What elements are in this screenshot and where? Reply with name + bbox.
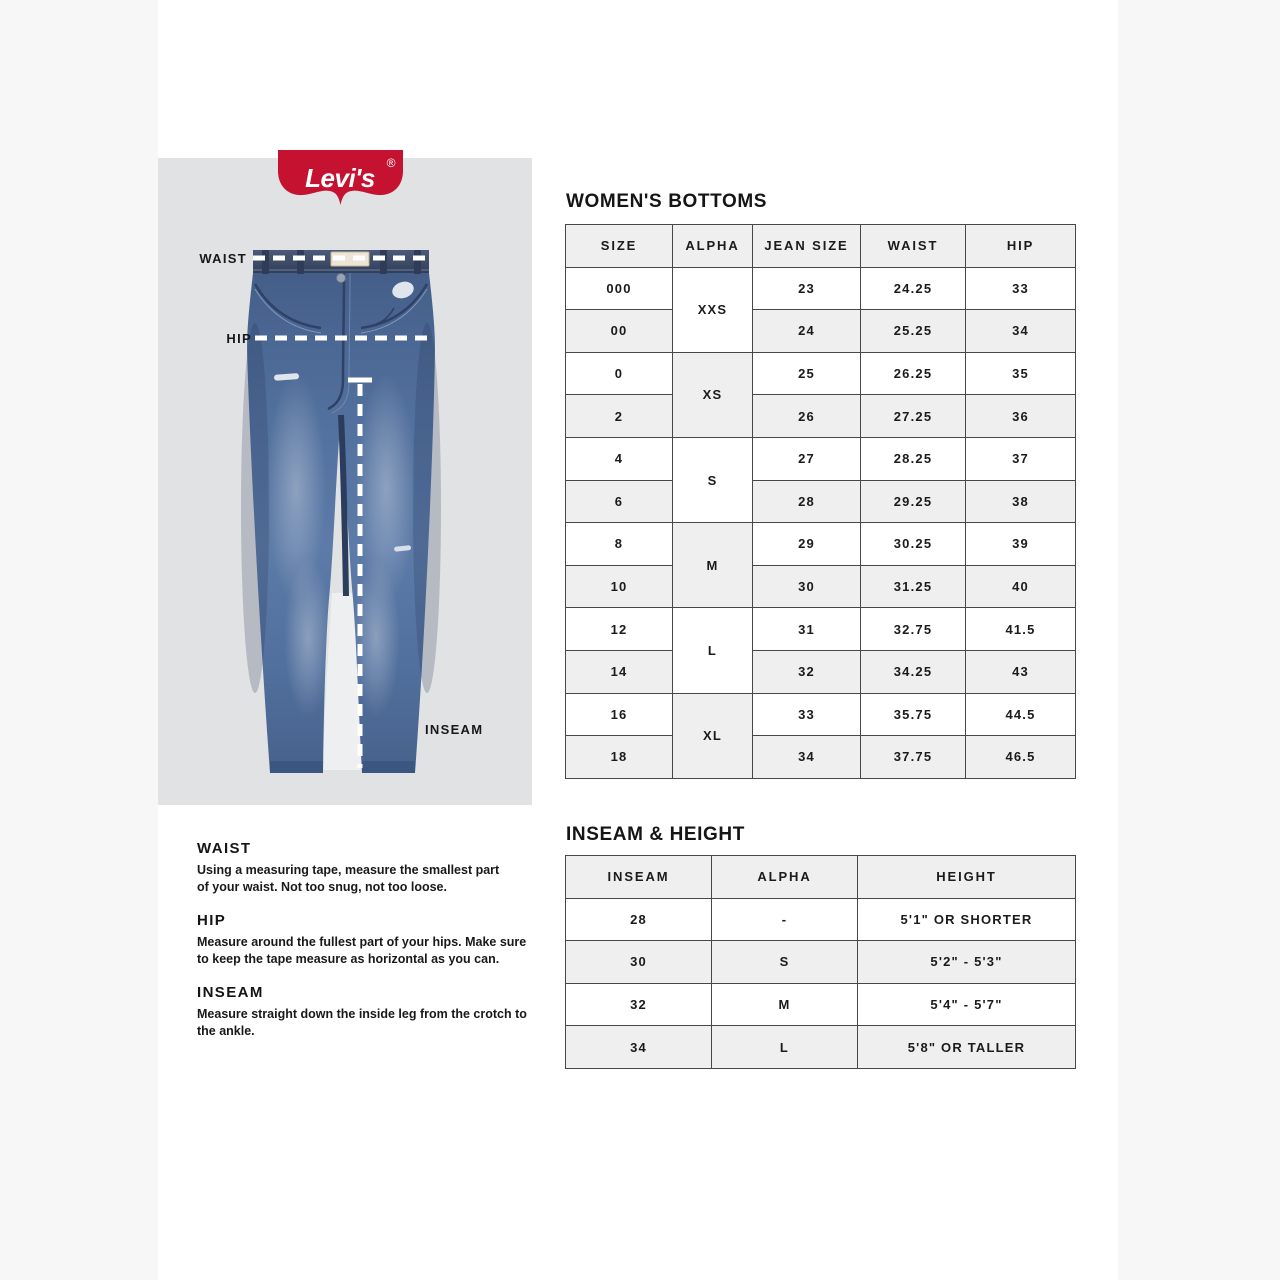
hip-cell: 44.5 — [966, 693, 1076, 736]
hip-cell: 43 — [966, 650, 1076, 693]
bottoms-table-title: WOMEN'S BOTTOMS — [566, 191, 768, 212]
waist-cell: 35.75 — [861, 693, 966, 736]
col-header-inseam: INSEAM — [566, 856, 712, 899]
waist-guide — [197, 840, 549, 896]
hip-guide-title: HIP — [197, 912, 227, 929]
height-cell: 5'1" OR SHORTER — [858, 898, 1076, 941]
header-row — [566, 856, 1076, 899]
waist-cell: 31.25 — [861, 565, 966, 608]
col-header-height: HEIGHT — [858, 856, 1076, 899]
levis-logo — [278, 150, 403, 216]
size-cell: 00 — [566, 310, 673, 353]
jean-size-cell: 33 — [753, 693, 861, 736]
measurement-guides — [197, 840, 549, 1056]
table-row — [566, 352, 1076, 395]
belt-loop — [262, 250, 269, 274]
inseam-height-table — [565, 855, 1076, 1069]
table-row — [566, 608, 1076, 651]
waist-cell: 37.75 — [861, 736, 966, 779]
waist-cell: 29.25 — [861, 480, 966, 523]
hip-cell: 39 — [966, 523, 1076, 566]
registered-mark: ® — [386, 156, 396, 170]
alpha-cell: L — [712, 1026, 858, 1069]
jean-size-cell: 28 — [753, 480, 861, 523]
table-row — [566, 983, 1076, 1026]
waist-guide-text: Using a measuring tape, measure the smallest part — [197, 863, 500, 877]
hip-cell: 33 — [966, 267, 1076, 310]
jeans-diagram-panel — [158, 158, 532, 805]
alpha-cell: XXS — [673, 267, 753, 352]
table-row — [566, 267, 1076, 310]
waist-cell: 26.25 — [861, 352, 966, 395]
waist-guide-text: of your waist. Not too snug, not too loose. — [197, 880, 447, 894]
jean-size-cell: 23 — [753, 267, 861, 310]
logo-wordmark: Levi's — [305, 163, 375, 193]
size-cell: 2 — [566, 395, 673, 438]
hip-cell: 35 — [966, 352, 1076, 395]
table-row — [566, 310, 1076, 353]
waist-cell: 32.75 — [861, 608, 966, 651]
jean-size-cell: 32 — [753, 650, 861, 693]
header-row — [566, 225, 1076, 268]
hip-measure-label: HIP — [226, 331, 252, 346]
jean-size-cell: 31 — [753, 608, 861, 651]
alpha-cell: L — [673, 608, 753, 693]
size-cell: 6 — [566, 480, 673, 523]
alpha-cell: XS — [673, 352, 753, 437]
hip-cell: 37 — [966, 437, 1076, 480]
jean-size-cell: 30 — [753, 565, 861, 608]
waist-measure-label: WAIST — [199, 251, 247, 266]
fade-left-knee — [284, 558, 332, 718]
belt-loop — [297, 250, 304, 274]
right-hem — [362, 761, 415, 773]
hip-guide-text: Measure around the fullest part of your hips. Make sure — [197, 935, 527, 949]
inseam-guide-text: Measure straight down the inside leg from the crotch to — [197, 1007, 527, 1021]
alpha-cell: M — [712, 983, 858, 1026]
size-cell: 12 — [566, 608, 673, 651]
table-row — [566, 565, 1076, 608]
jean-size-cell: 34 — [753, 736, 861, 779]
waist-cell: 28.25 — [861, 437, 966, 480]
waist-guide-title: WAIST — [197, 840, 252, 857]
table-row — [566, 437, 1076, 480]
inseam-guide-title: INSEAM — [197, 984, 264, 1001]
jean-size-cell: 26 — [753, 395, 861, 438]
hip-guide — [197, 912, 549, 968]
belt-loop — [380, 250, 387, 274]
table-row — [566, 736, 1076, 779]
inseam-cell: 34 — [566, 1026, 712, 1069]
jean-size-cell: 27 — [753, 437, 861, 480]
waist-cell: 34.25 — [861, 650, 966, 693]
jeans-button — [337, 274, 346, 283]
table-row — [566, 480, 1076, 523]
inseam-cell: 30 — [566, 941, 712, 984]
table-row — [566, 941, 1076, 984]
inseam-guide — [197, 984, 549, 1040]
size-cell: 14 — [566, 650, 673, 693]
alpha-cell: M — [673, 523, 753, 608]
height-cell: 5'4" - 5'7" — [858, 983, 1076, 1026]
size-cell: 0 — [566, 352, 673, 395]
height-cell: 5'2" - 5'3" — [858, 941, 1076, 984]
waist-cell: 25.25 — [861, 310, 966, 353]
col-header-alpha: ALPHA — [712, 856, 858, 899]
inseam-measure-label: INSEAM — [425, 722, 484, 737]
content-card — [158, 0, 1118, 1280]
alpha-cell: - — [712, 898, 858, 941]
inseam-cell: 32 — [566, 983, 712, 1026]
table-row — [566, 523, 1076, 566]
size-cell: 4 — [566, 437, 673, 480]
jean-size-cell: 25 — [753, 352, 861, 395]
inseam-table-title: INSEAM & HEIGHT — [566, 824, 745, 845]
size-cell: 000 — [566, 267, 673, 310]
waist-cell: 30.25 — [861, 523, 966, 566]
hip-cell: 46.5 — [966, 736, 1076, 779]
col-header-hip: HIP — [966, 225, 1076, 268]
col-header-size: SIZE — [566, 225, 673, 268]
hip-guide-text: to keep the tape measure as horizontal as you can. — [197, 952, 500, 966]
height-cell: 5'8" OR TALLER — [858, 1026, 1076, 1069]
hip-cell: 36 — [966, 395, 1076, 438]
col-header-waist: WAIST — [861, 225, 966, 268]
jean-size-cell: 24 — [753, 310, 861, 353]
table-row — [566, 1026, 1076, 1069]
size-cell: 10 — [566, 565, 673, 608]
table-row — [566, 650, 1076, 693]
waist-cell: 24.25 — [861, 267, 966, 310]
belt-loop — [414, 250, 421, 274]
jean-size-cell: 29 — [753, 523, 861, 566]
table-row — [566, 693, 1076, 736]
table-row — [566, 898, 1076, 941]
hip-cell: 40 — [966, 565, 1076, 608]
inseam-guide-text: the ankle. — [197, 1024, 255, 1038]
col-header-alpha: ALPHA — [673, 225, 753, 268]
col-header-jean-size: JEAN SIZE — [753, 225, 861, 268]
size-cell: 8 — [566, 523, 673, 566]
hip-cell: 41.5 — [966, 608, 1076, 651]
table-row — [566, 395, 1076, 438]
size-cell: 18 — [566, 736, 673, 779]
hip-cell: 38 — [966, 480, 1076, 523]
alpha-cell: XL — [673, 693, 753, 778]
left-hem — [270, 761, 323, 773]
womens-bottoms-table — [565, 224, 1076, 779]
shade-left — [241, 323, 269, 693]
shade-right — [413, 323, 441, 693]
alpha-cell: S — [712, 941, 858, 984]
size-cell: 16 — [566, 693, 673, 736]
hip-cell: 34 — [966, 310, 1076, 353]
alpha-cell: S — [673, 437, 753, 522]
inseam-cell: 28 — [566, 898, 712, 941]
waist-cell: 27.25 — [861, 395, 966, 438]
